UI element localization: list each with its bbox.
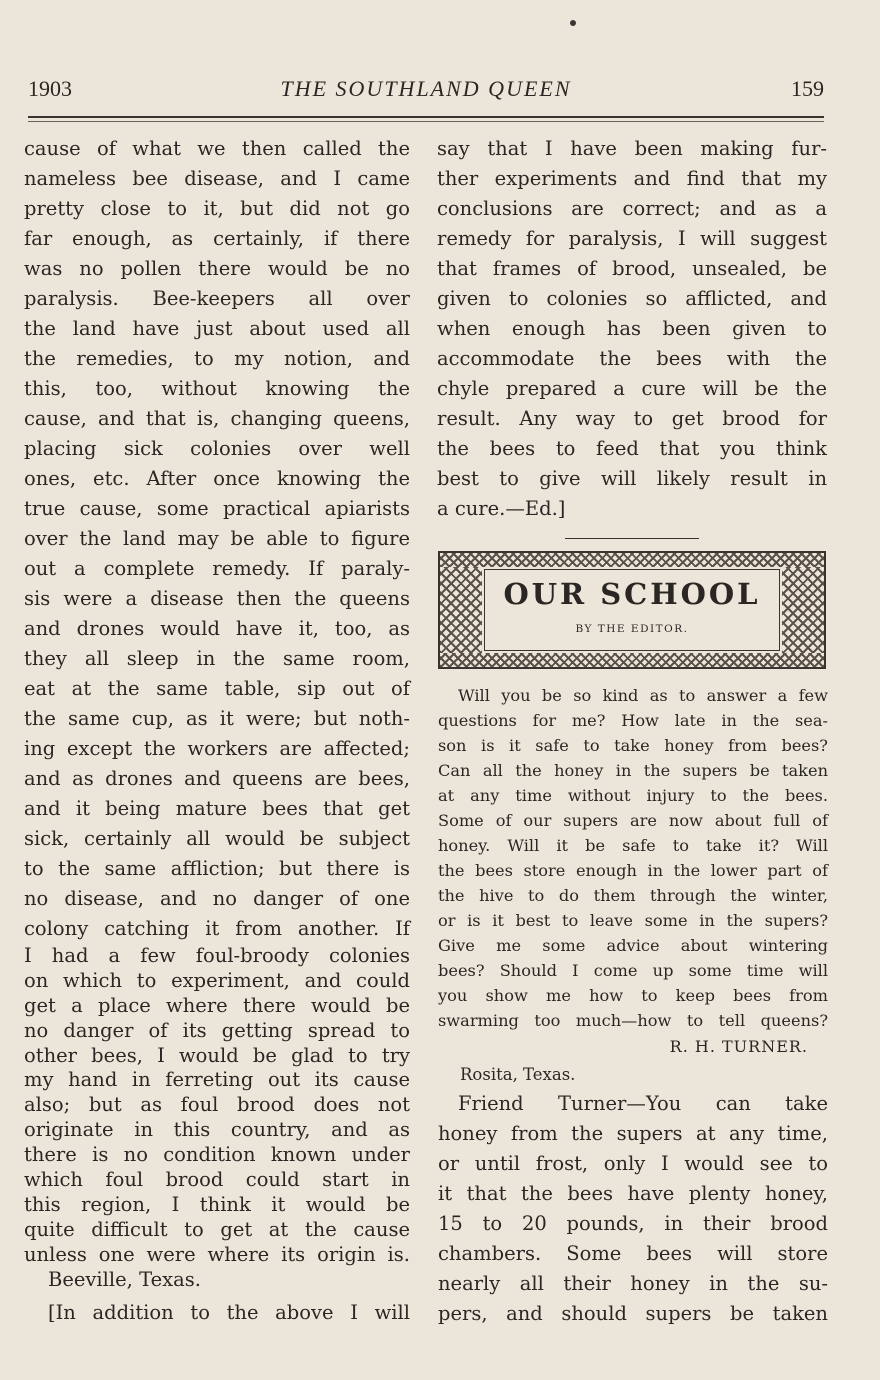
text-line: true cause, some practical apiarists (24, 497, 410, 520)
text-line: far enough, as certainly, if there (24, 227, 410, 250)
text-line: quite difficult to get at the cause (24, 1217, 410, 1241)
text-line: result. Any way to get brood for (437, 407, 827, 430)
text-line: chyle prepared a cure will be the (437, 377, 827, 400)
text-line: ing except the workers are affected; (24, 737, 410, 760)
text-line: was no pollen there would be no (24, 257, 410, 280)
text-line: cause, and that is, changing queens, (24, 407, 410, 430)
text-line: the land have just about used all (24, 317, 410, 340)
text-line: the same cup, as it were; but noth- (24, 707, 410, 730)
text-line: no danger of its getting spread to (24, 1018, 410, 1042)
editor-note-continued (437, 134, 827, 524)
text-line: which foul brood could start in (24, 1168, 410, 1192)
text-line: that frames of brood, unsealed, be (437, 257, 827, 280)
text-line: swarming too much—how to tell queens? (438, 1011, 828, 1030)
print-speck (570, 20, 576, 26)
ornament-border-top (440, 553, 824, 567)
text-line: on which to experiment, and could (24, 968, 410, 992)
text-line: my hand in ferreting out its cause (24, 1068, 410, 1092)
text-line: nameless bee disease, and I came (24, 167, 410, 190)
header-rule-thick (28, 116, 824, 118)
text-line: eat at the same table, sip out of (24, 677, 410, 700)
text-line: and as drones and queens are bees, (24, 767, 410, 790)
left-column (24, 134, 410, 1328)
text-line: I had a few foul-broody colonies (24, 944, 410, 967)
text-line: there is no condition known under (24, 1143, 410, 1167)
text-line: Friend Turner—You can take (458, 1092, 828, 1115)
section-heading-box (438, 551, 826, 669)
text-line: other bees, I would be glad to try (24, 1043, 410, 1067)
page-number: 159 (791, 76, 824, 101)
journal-title: THE SOUTHLAND QUEEN (280, 76, 572, 101)
text-line: paralysis. Bee-keepers all over (24, 287, 410, 310)
text-line: the bees store enough in the lower part of (438, 861, 828, 880)
text-line: this region, I think it would be (24, 1192, 410, 1216)
left-continued-text (24, 944, 410, 1292)
text-line: or until frost, only I would see to (438, 1152, 828, 1175)
text-line: a cure.—Ed.] (437, 497, 566, 520)
text-line: also; but as foul brood does not (24, 1093, 410, 1117)
text-line: cause of what we then called the (24, 137, 410, 160)
text-line: the hive to do them through the winter, (438, 886, 828, 905)
text-line: and drones would have it, too, as (24, 617, 410, 640)
text-line: nearly all their honey in the su- (438, 1272, 828, 1295)
text-line: conclusions are correct; and as a (437, 197, 827, 220)
text-line: get a place where there would be (24, 993, 410, 1017)
running-header (28, 72, 824, 106)
text-line: or is it best to leave some in the supers? (438, 911, 828, 930)
text-line: when enough has been given to (437, 317, 827, 340)
text-line: unless one were where its origin is. (24, 1242, 410, 1266)
text-line: over the land may be able to figure (24, 527, 410, 550)
text-line: out a complete remedy. If paraly- (24, 557, 410, 580)
left-main-text (24, 134, 410, 944)
reader-question (438, 683, 828, 1089)
text-line: remedy for paralysis, I will suggest (437, 227, 827, 250)
text-line: colony catching it from another. If (24, 917, 410, 940)
text-line: to the same affliction; but there is (24, 857, 410, 880)
text-line: Some of our supers are now about full of (438, 811, 828, 830)
text-line: pers, and should supers be taken (438, 1302, 828, 1325)
text-line: they all sleep in the same room, (24, 647, 410, 670)
text-line: bees? Should I come up some time will (438, 961, 828, 980)
text-line: you show me how to keep bees from (438, 986, 828, 1005)
question-place: Rosita, Texas. (460, 1065, 576, 1084)
text-line: questions for me? How late in the sea- (438, 711, 828, 730)
text-line: best to give will likely result in (437, 467, 827, 490)
text-line: and it being mature bees that get (24, 797, 410, 820)
text-line: placing sick colonies over well (24, 437, 410, 460)
text-line: sick, certainly all would be subject (24, 827, 410, 850)
ornament-border-bottom (440, 653, 824, 667)
text-line: no disease, and no danger of one (24, 887, 410, 910)
header-rule-thin (28, 121, 824, 122)
text-line: sis were a disease then the queens (24, 587, 410, 610)
text-line: son is it safe to take honey from bees? (438, 736, 828, 755)
text-line: say that I have been making fur- (437, 137, 827, 160)
text-line: accommodate the bees with the (437, 347, 827, 370)
editor-answer (438, 1089, 828, 1329)
text-line: it that the bees have plenty honey, (438, 1182, 828, 1205)
text-line: pretty close to it, but did not go (24, 197, 410, 220)
text-line: ther experiments and find that my (437, 167, 827, 190)
text-line: given to colonies so afflicted, and (437, 287, 827, 310)
text-line: 15 to 20 pounds, in their brood (438, 1212, 828, 1235)
text-line: chambers. Some bees will store (438, 1242, 828, 1265)
section-byline: BY THE EDITOR. (575, 623, 689, 635)
question-signature: R. H. TURNER. (669, 1037, 808, 1056)
text-line: originate in this country, and as (24, 1118, 410, 1142)
text-line: the bees to feed that you think (437, 437, 827, 460)
text-line: Give me some advice about wintering (438, 936, 828, 955)
text-line: the remedies, to my notion, and (24, 347, 410, 370)
header-year: 1903 (28, 76, 72, 101)
text-line: Will you be so kind as to answer a few (458, 686, 828, 705)
section-divider (565, 538, 699, 539)
text-line: at any time without injury to the bees. (438, 786, 828, 805)
text-line: honey. Will it be safe to take it? Will (438, 836, 828, 855)
text-line: honey from the supers at any time, (438, 1122, 828, 1145)
editor-note-start (24, 1298, 410, 1328)
text-line: [In addition to the above I will (48, 1301, 410, 1325)
text-line: Can all the honey in the supers be taken (438, 761, 828, 780)
author-place: Beeville, Texas. (48, 1267, 201, 1291)
section-title: OUR SCHOOL (503, 577, 761, 611)
text-line: this, too, without knowing the (24, 377, 410, 400)
text-line: ones, etc. After once knowing the (24, 467, 410, 490)
